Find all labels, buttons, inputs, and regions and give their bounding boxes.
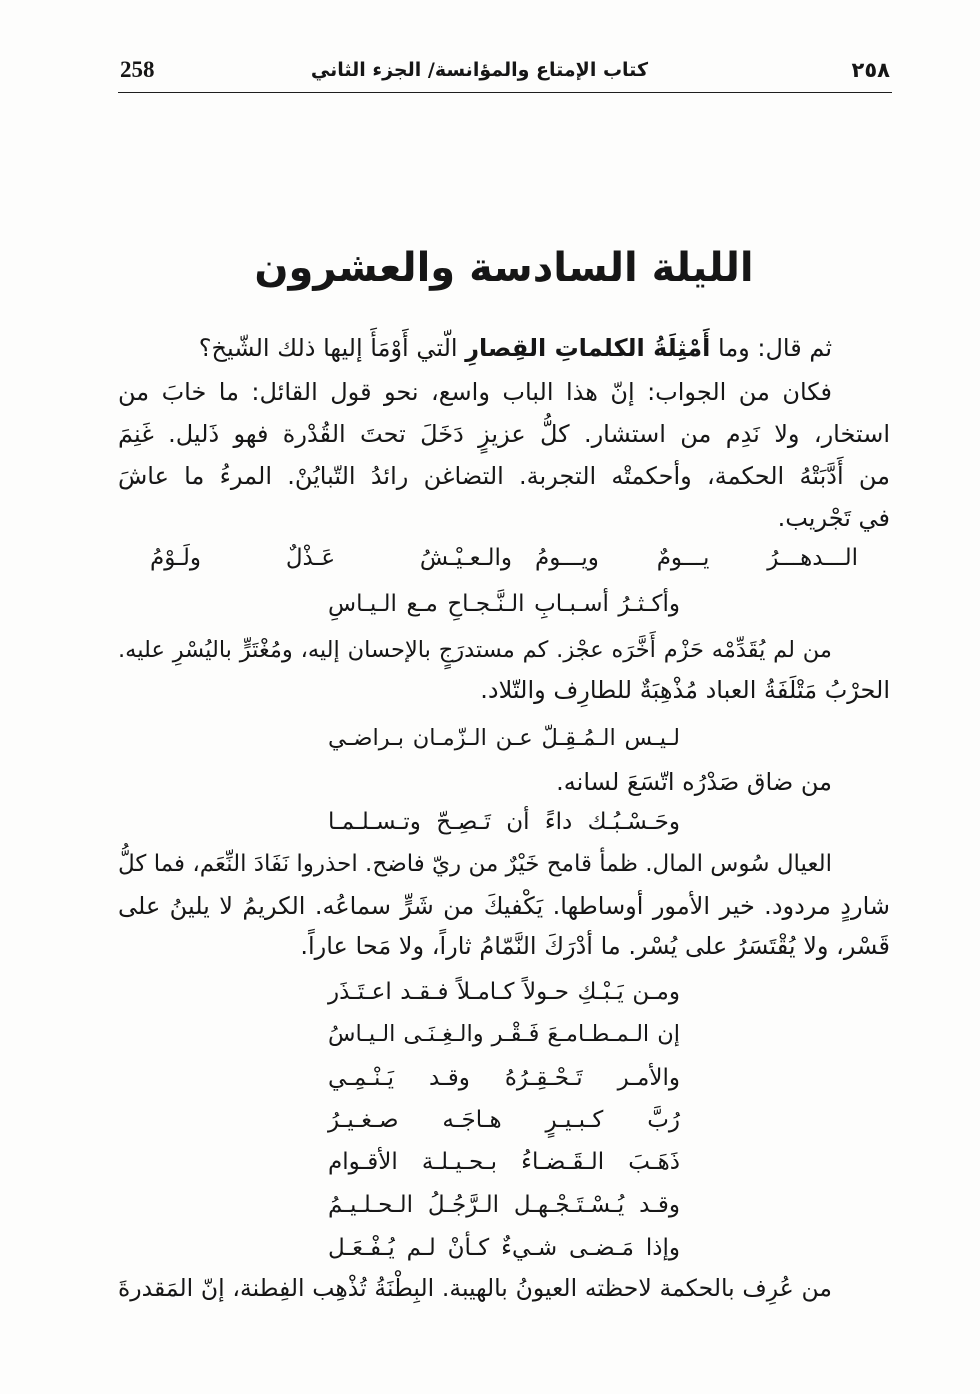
paragraph-3-line: من ضاق صَدْرُه اتّسَعَ لسانه. xyxy=(556,768,832,796)
verse-5-line: وقـد يُـسْـتَـجْـهـل الـرَّجُـلُ الـحـلـيـمُ xyxy=(328,1192,680,1218)
chapter-title: الليلة السادسة والعشرون xyxy=(254,245,754,291)
verse-5-line: والأمـر تَـحْـقِـرُهُ وقـد يَـنْـمِـي xyxy=(328,1065,680,1091)
verse-5-line: ومـن يَـبْـكِ حـولاً كـامـلاً فـقـد اعـتَـذَر xyxy=(328,979,680,1005)
paragraph-1-line: استخار، ولا نَدِم من استشار. كلُّ عزيزٍ دَخَلَ تحتَ القُدْرة فهو ذَليل. غَنِمَ xyxy=(118,420,890,448)
page-number-latin: 258 xyxy=(120,57,155,82)
page-number-arabic: ٢٥٨ xyxy=(851,58,890,82)
verse-4: وحَـسْـبُـك داءً أن تَـصِـحّ وتـسـلـمـا xyxy=(328,809,680,835)
intro-line xyxy=(118,328,832,368)
paragraph-5-line: من عُرِف بالحكمة لاحظته العيونُ بالهيبة. البِطْنَةُ تُذْهِب الفِطنة، إنّ المَقدرةَ xyxy=(118,1274,832,1302)
verse-2: وأكـثـرُ أسـبـابِ الـنَّـجـاحِ مـع الـيـاسِ xyxy=(328,591,680,617)
paragraph-4-line: العيال سُوس المال. ظمأ قامح خَيْرٌ من ريّ فاضح. احذروا نَفَادَ النِّعَم، فما كلُّ xyxy=(118,851,832,877)
verse-3: لـيـس الـمُـقِـلّ عـن الـزّمـان بـراضـي xyxy=(328,725,680,751)
paragraph-1-line: في تَجْريب. xyxy=(777,504,890,532)
paragraph-2-line: من لم يُقَدِّمْه حَزْم أَخَّرَه عجْز. كم مستدرَجٍ بالإحسان إليه، ومُغْتَرٍّ باليُسْرِ عليه. xyxy=(118,637,832,663)
verse-5-line: ذَهَـبَ الـقَـضـاءُ بـحـيـلـة الأقـوام xyxy=(328,1149,680,1175)
verse-5-line: رُبَّ كـبـيـرٍ هـاجَـه صـغـيـرُ xyxy=(328,1107,680,1133)
header-rule xyxy=(118,92,892,93)
verse-1-second-hemistich: والـعـيْـشُ عَـذْلٌ ولَـوْمُ xyxy=(150,545,512,571)
intro-bold-phrase: أَمْثِلَةُ الكلماتِ القِصارِ xyxy=(465,334,711,362)
verse-5-line: وإذا مَـضـى شـيءٌ كـأنْ لـم يُـفْـعَـل xyxy=(328,1235,680,1261)
intro-lead: ثم قال: وما xyxy=(718,334,832,362)
paragraph-2-line: الحرْبُ مَتْلَفَةُ العباد مُذْهِبَةٌ للطارِف والتّلاد. xyxy=(480,676,890,704)
intro-tail: الّتي أَوْمَأَ إليها ذلك الشّيخ؟ xyxy=(198,334,458,362)
paragraph-4-line: قَسْر، ولا يُقْتَسَرُ على يُسْر. ما أدْرَكَ النَّمّامُ ثاراً، ولا مَحا عاراً. xyxy=(300,932,890,960)
paragraph-4-line: شاردٍ مردود. خير الأمور أوساطها. يَكْفيكَ من شَرٍّ سماعُه. الكريمُ لا يلينُ على xyxy=(118,892,890,920)
paragraph-1-line: من أَدَّبَتْهُ الحكمة، وأحكمتْه التجربة. التضاغن رائدُ التّبايُنْ. المرءُ ما عاشَ xyxy=(118,462,890,490)
verse-1-first-hemistich: الـــدهـــرُ يـــومٌ ويـــومُ xyxy=(535,545,858,571)
paragraph-1-line: فكان من الجواب: إنّ هذا الباب واسع، نحو قول القائل: ما خابَ من xyxy=(118,378,832,406)
verse-5-line: إن الـمـطـامـعَ فَـقْـر والـغِـنَـى الـيـاسُ xyxy=(328,1021,680,1047)
running-title: كتاب الإمتاع والمؤانسة/ الجزء الثاني xyxy=(310,59,648,81)
